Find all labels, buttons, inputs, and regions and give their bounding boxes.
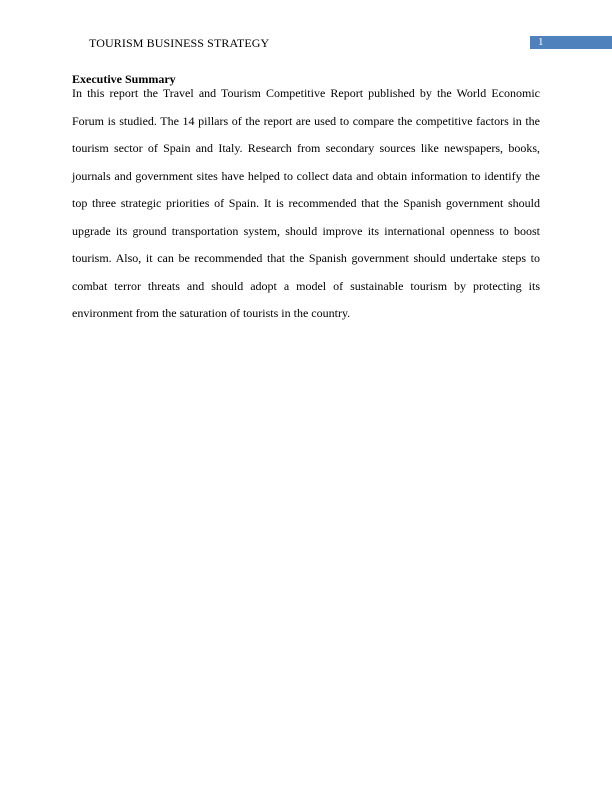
page-number-bar — [530, 36, 612, 49]
page-number: 1 — [538, 36, 544, 48]
section-heading: Executive Summary — [72, 72, 176, 86]
executive-summary-paragraph: In this report the Travel and Tourism Competitive Report published by the World Economic Forum is studied. The 14 pillars of the report are used to compare the competitive factors in the tourism sector of Spain and Italy. Research from secondary sources like newspapers, books, journals and government sites have helped to collect data and obtain information to identify the top three strategic priorities of Spain. It is recommended that the Spanish government should upgrade its ground transportation system, should improve its international openness to boost tourism. Also, it can be recommended that the Spanish government should undertake steps to combat terror threats and should adopt a model of sustainable tourism by protecting its environment from the saturation of tourists in the country. — [72, 86, 540, 320]
running-header-title: TOURISM BUSINESS STRATEGY — [89, 36, 270, 50]
